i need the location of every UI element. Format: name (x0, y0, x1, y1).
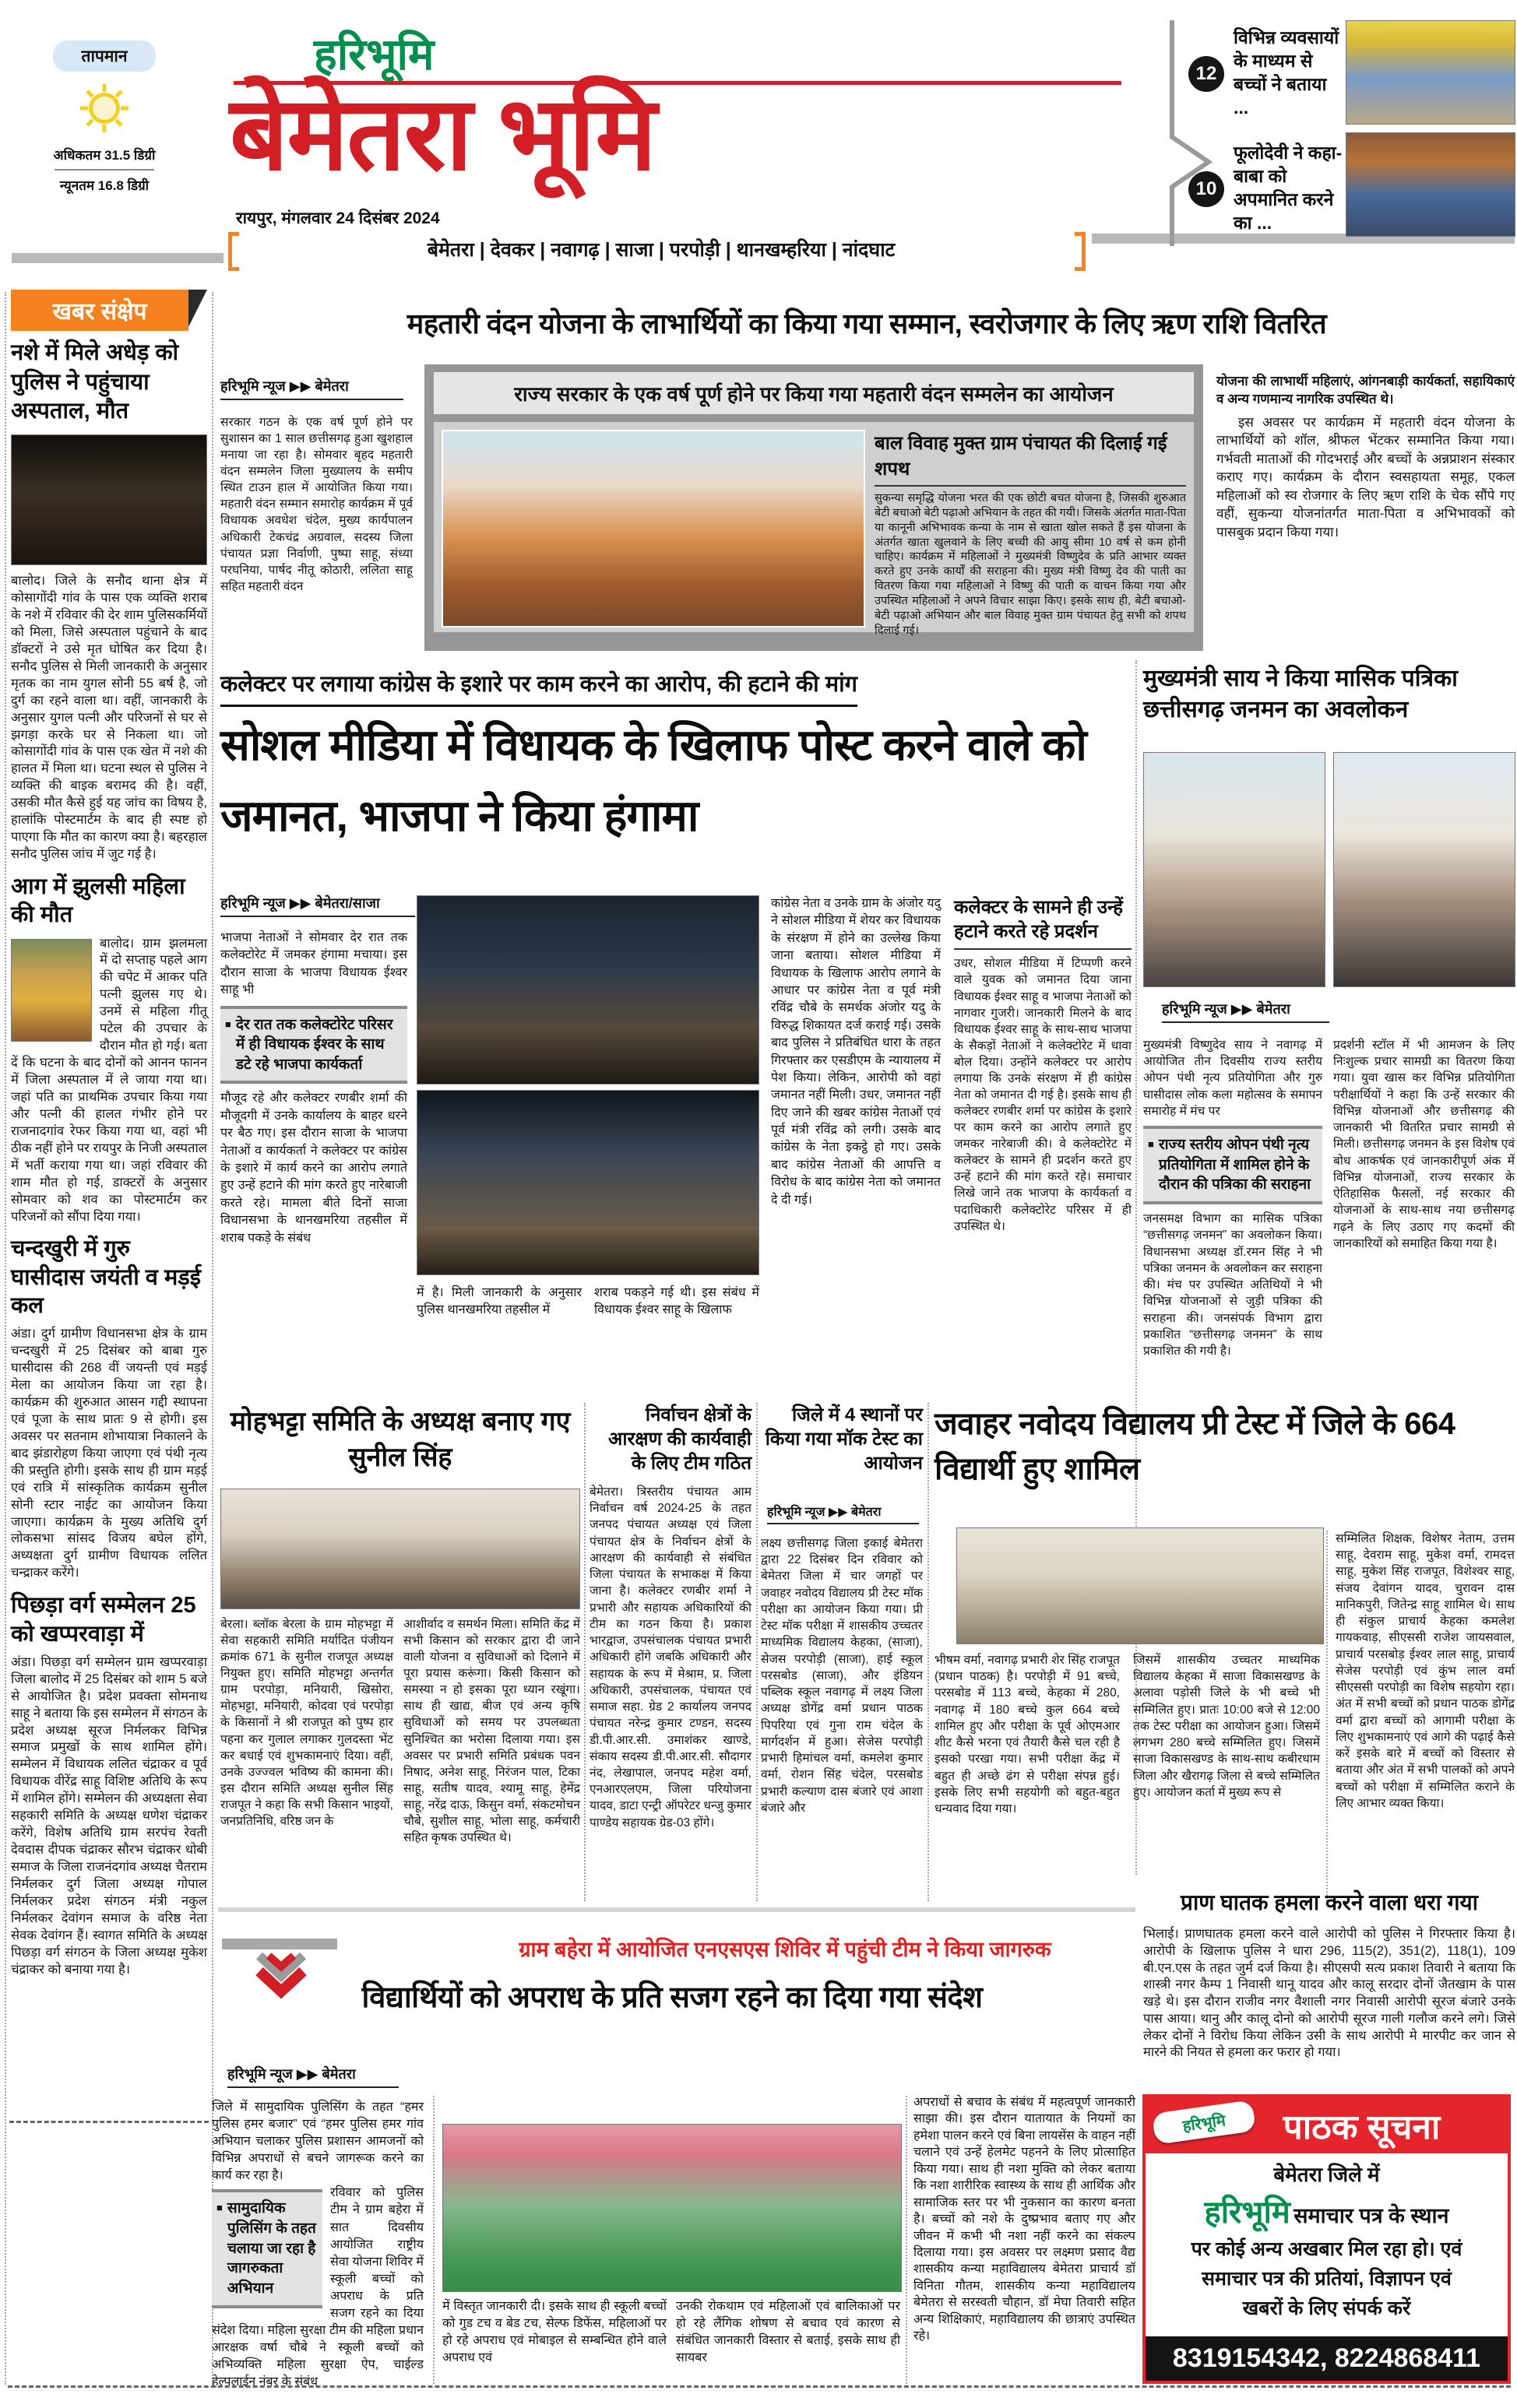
pathak-brand: हरिभूमि (1204, 2195, 1290, 2230)
sidebar-story2-headline: आग में झुलसी महिला की मौत (11, 874, 185, 928)
social-headline: सोशल मीडिया में विधायक के खिलाफ पोस्ट करने वाले को जमानत, भाजपा ने किया हंगामा (220, 720, 1086, 840)
sidebar-story4-body: अंडा। पिछड़ा वर्ग सम्मेलन ग्राम खप्परवाड़ा जिला बालोद में 25 दिसंबर को शाम 5 बजे से आयोजित है। प्रदेश प्रवक्ता सोमनाथ साहू ने बताया कि इस सम्मेलन में संगठन के प्रदेश अध्यक्ष सूरज निर्मलकर विभिन्न समाज प्रमुखों के साथ शामिल होंगे। सम्मेलन में विधायक ललित चंद्राकर व पूर्व विधायक वीरेंद्र साहू विशिष्ट अतिथि के रूप में शामिल होंगे। सम्मेलन की अध्यक्षता सेवा सहकारी समिति के अध्यक्ष धणेश चंद्राकर करेंगे, विशेष अतिथि ग्राम सरपंच रेवती देवदास दीपक चंद्राकर सौरभ चंद्राकर धोबी समाज के जिला राजनंदगांव अध्यक्ष चैतराम निर्मलकर दुर्ग जिला अध्यक्ष गोपाल निर्मलकर प्रदेश संगठन मंत्री नकुल निर्मलकर देवांगन समाज के वरिष्ठ नेता सेवक देवांगन हैं। स्वागत समिति के अध्यक्ष पिछड़ा वर्ग संगठन के जिला अध्यक्ष मुकेश चंद्राकर को बनाया गया है। (11, 1654, 207, 1977)
social-caption-right: शराब पकड़ने गई थी। इस संबंध में विधायक ईश्वर साहू के खिलाफ (594, 1286, 759, 1317)
rule-sd-1 (433, 2096, 435, 2384)
sandesh-col3: अपराधों से बचाव के संबंध में महत्वपूर्ण जानकारी साझा की। इस दौरान यातायात के नियमों का हमेशा पालन करने एवं बिना लायसेंस के वाहन नहीं चलाने एवं उन्हें हेलमेट पहनने के लिए प्रोत्साहित किया गया। साथ ही नशा मुक्ति को लेकर बताया कि नशा शारीरिक स्वास्थ्य के साथ ही आर्थिक और सामाजिक स्तर पर भी नुकसान का कारण बनता है। बच्चों को नशे के दुष्प्रभाव बताए गए और जीवन में कभी भी नशा नहीं करने का संकल्प दिलाया गया। इस अवसर पर लक्ष्मण प्रसाद वैद्य शासकीय कन्या महाविद्यालय बेमेतरा प्राचार्य डॉ विनिता गौतम, शासकीय कन्या महाविद्यालय बेमेतरा से सरस्वती चौहान, डॉ मेघा तिवारी सहित अन्य शिक्षिकाएं, महाविद्यालय की छात्राएं उपस्थित रहे। (913, 2096, 1135, 2343)
teaser2-text: फूलोदेवी ने कहा- बाबा को अपमानित करने का ... (1234, 142, 1343, 233)
sandesh-pullquote (212, 2189, 322, 2308)
navodaya-headline: जवाहर नवोदय विद्यालय प्री टेस्ट में जिले के 664 विद्यार्थी हुए शामिल (934, 1407, 1455, 1486)
lead-right-p1: योजना की लाभार्थी महिलाएं, आंगनबाड़ी कार्यकर्ता, सहायिकाएं व अन्य गणमान्य नागरिक उपस्थित थे। (1216, 374, 1515, 407)
navodaya-photo (956, 1527, 1324, 1644)
pran-headline: प्राण घातक हमला करने वाला धरा गया (1181, 1890, 1478, 1914)
cm-col2: प्रदर्शनी स्टॉल में भी आमजन के लिए निःशुल्क प्रचार सामग्री का वितरण किया गया। युवा खास कर विभिन्न प्रतियोगिता परीक्षार्थियों ने कहा कि उन्हें सरकार की विभिन्न योजनाओं और छत्तीसगढ़ की जानकारी भी वितरित प्रचार सामग्री से मिली। छत्तीसगढ़ जनमन के इस विशेष एवं बोध आकर्षक एवं जानकारीपूर्ण अंक में विभिन्न योजनाओं, राज्य सरकार के ऐतिहासिक फैसलों, नई सरकार की योजनाओं के साथ-साथ नया छत्तीसगढ़ गढ़ने के लिए उठाए गए कदमों की जानकारियों को समाहित किया गया है। (1333, 1039, 1515, 1250)
cm-pullquote-text: राज्य स्तरीय ओपन पंथी नृत्य प्रतियोगिता में शामिल होने के दौरान की पत्रिका की सराहना (1158, 1137, 1311, 1193)
sidebar-header-fold-icon (188, 290, 207, 327)
rule-nv-mk (756, 1403, 758, 1901)
sandesh-byline: हरिभूमि न्यूज ▶▶ बेमेतरा (227, 2065, 399, 2088)
teaser-connector-icon (1168, 20, 1216, 246)
sidebar-story3-body: अंडा। दुर्ग ग्रामीण विधानसभा क्षेत्र के ग्राम चन्दखुरी में 25 दिसंबर को बाबा गुरु घासीदास की 268 वीं जयन्ती एवं मड़ई मेला का आयोजन किया जा रहा है। कार्यक्रम की शुरुआत आसन गद्दी स्थापना एवं पूजा के साथ प्रातः 9 से होगी। इस अवसर पर सतनाम शोभायात्रा निकालने के बाद झंडारोहण किया जाएगा एवं पंथी नृत्य की प्रस्तुति होगी। इसके साथ ही ग्राम मड़ई एवं रात्रि में सांस्कृतिक कार्यक्रम सुनील सोनी स्टार नाईट का आयोजन किया जाएगा। कार्यक्रम के मुख्य अतिथि दुर्ग लोकसभा सांसद विजय बघेल होंगे, अध्यक्षता दुर्ग ग्रामीण विधायक ललित चन्द्राकर करेंगे। (11, 1327, 207, 1580)
lead-col-left: सरकार गठन के एक वर्ष पूर्ण होने पर सुशासन का 1 साल छत्तीसगढ़ हुआ खुशहाल मनाया जा रहा है। सोमवार बृहद महतारी वंदन सम्मलेन जिला मुख्यालय के समीप स्थित टाउन हाल में आयोजित किया गया। महतारी वंदन सम्मान समारोह कार्यक्रम में पूर्व विधायक अवधेश चंदेल, मुख्य कार्यपालन अधिकारी टेकचंद्र अग्रवाल, सदस्य जिला पंचायत प्रज्ञा निर्वाणी, पुष्पा साहू, संध्या परघनिया, पार्षद नीतू कोठारी, ललिता साहू सहित महतारी वंदन (220, 416, 413, 593)
cm-col1a: मुख्यमंत्री विष्णुदेव साय ने नवागढ़ में आयोजित तीन दिवसीय राज्य स्तरीय ओपन पंथी नृत्य प्रतियोगिता और गुरु घासीदास लोक कला महोत्सव के समापन समारोह में मंच पर (1143, 1039, 1322, 1118)
pathak-body (1146, 2153, 1508, 2321)
masthead-nav: बेमेतरा | देवकर | नवागढ़ | साजा | परपोड़ी | थानखम्हरिया | नांदघाट (427, 239, 896, 261)
cm-col1 (1143, 1037, 1322, 1397)
social-photo-2 (417, 1090, 759, 1275)
mock-headline: जिले में 4 स्थानों पर किया गया मॉक टेस्ट का आयोजन (765, 1404, 923, 1475)
pathak-line5: खबरों के लिए संपर्क करें (1242, 2297, 1411, 2319)
masthead-dateline: रायपुर, मंगलवार 24 दिसंबर 2024 (236, 209, 440, 227)
sandesh-capA: में विस्तृत जानकारी दी। इसके साथ ही स्कूली बच्चों को गुड टच व बेड टच, सेल्फ डिफेंस, महिलाओं पर हो रहे अपराध एवं मोबाइल से सम्बन्धित होने वाले अपराध एवं (442, 2300, 667, 2365)
masthead (230, 9, 1125, 231)
page-bottom-dash (8, 2385, 1511, 2388)
rule-nd-right (1326, 1531, 1328, 1901)
sidebar-story2 (11, 936, 207, 1226)
weather-divider (55, 169, 154, 170)
sidebar-story2-body: बालोद। ग्राम झलमला में दो सप्ताह पहले आग की चपेट में आकर पति पत्नी झुलस गए थे। उनमें से महिला गीतू पटेल की उपचार के दौरान मौत हो गई। बता दें कि घटना के बाद दोनों को आनन फानन में जिला अस्पताल में ले जाया गया था। जहां पति का प्राथमिक उपचार किया गया और पत्नी की हालत गंभीर होने पर राजनादगांव रेफर किया गया था, वहां भी ठीक नहीं होने पर रायपुर के निजी अस्पताल में भर्ती कराया गया था। जहां रविवार की शाम मौत हो गई, डाक्टरों के अनुसार सोमवार को शव का पोस्टमार्टम कर परिजनों को सौंपा दिया गया। (11, 936, 207, 1224)
nav-bracket-left-icon (228, 232, 239, 271)
lead-photo (442, 430, 865, 627)
teaser1-page-badge: 12 (1188, 56, 1224, 92)
square-bullet-icon: ■ (216, 2202, 223, 2214)
lead-col-right (1216, 372, 1515, 649)
sandesh-headline: विद्यार्थियों को अपराध के प्रति सजग रहने का दिया गया संदेश (361, 1981, 983, 2014)
lead-byline: हरिभूमि न्यूज ▶▶ बेमेतरा (220, 377, 403, 400)
nirvachan-headline: निर्वाचन क्षेत्रों के आरक्षण की कार्यवाही के लिए टीम गठित (608, 1404, 751, 1475)
navodaya-colU1: भीषम वर्मा, नवागढ़ प्रभारी शेर सिंह राजपूत (प्रधान पाठक) है। परपोड़ी में 91 बच्चे, परसबोड में 113 बच्चे, केहका में 280, नवागढ़ में 180 बच्चे कुल 664 बच्चे शामिल हुए और परीक्षा के पूर्व ओएमआर शीट कैसे भरना एवं तैयारी कैसे चल रही है इसको परखा गया। सभी परीक्षा केंद्र में बहुत ही अच्छे ढंग से परीक्षा संपन्न हुई। इसके लिए सभी सहयोगी को बहुत-बहुत धन्यवाद दिया गया। (934, 1654, 1120, 1816)
weather-max: अधिकतम 31.5 डिग्री (53, 148, 156, 163)
cm-byline: हरिभूमि न्यूज ▶▶ बेमेतरा (1162, 1000, 1329, 1023)
social-pullquote (220, 1006, 407, 1084)
pathak-brand-row (1156, 2189, 1497, 2232)
mohbhatta-colA: बेरला। ब्लॉक बेरला के ग्राम मोहभट्टा में सेवा सहकारी समिति मर्यादित पंजीयन क्रमांक 671 के सुनील राजपूत अध्यक्ष नियुक्त हुए। समिति मोहभट्टा अन्तर्गत ग्राम परपोड़ा, मनियारी, खिसोरा, मोहभट्टा, मनियारी, कोदवा एवं परपोड़ा के किसानों ने श्री राजपूत को पुष्प हार पहना कर गुलाल लगाकर गुलदस्ता भेंट कर बधाई एवं शुभकामनाएं दिया। वहीं, उनके उज्ज्वल भविष्य की कामना की। इस दौरान समिति अध्यक्ष सुनील सिंह राजपूत ने कहा कि सभी किसान भाइयों, जनप्रतिनिधि, वरिष्ठ जन के (220, 1618, 393, 1828)
lead-box-body (434, 422, 1194, 637)
sidebar-story3-headline: चन्दखुरी में गुरु घासीदास जयंती व मड़ई कल (11, 1236, 202, 1318)
square-bullet-icon: ■ (1148, 1138, 1154, 1151)
lead-right-p2: इस अवसर पर कार्यक्रम में महतारी वंदन योजना के लाभार्थियों को शॉल, श्रीफल भेंटकर सम्मानित किया गया। गर्भवती माताओं की गोदभराई और बच्चों के अन्नप्राशन संस्कार कराए गए। कार्यक्रम के दौरान स्वसहायता समूह, एकल महिलाओं को स्व रोजगार के लिए ऋण राशि के चेक सौंपे गए वहीं, सुकन्या योजनांतर्गत माता-पिता व अभिभावकों को पासबुक प्रदान किया गया। (1216, 414, 1515, 540)
pathak-line4: समाचार पत्र की प्रतियां, विज्ञापन एवं (1202, 2268, 1452, 2290)
cm-photo-1 (1143, 752, 1325, 987)
sandesh-col1a: जिले में सामुदायिक पुलिसिंग के तहत “हमर पुलिस हमर बजार” एवं “हमर पुलिस हमर गांव अभियान चलाकर पुलिस प्रशासन आमजनों को विभिन्न अपराधों से बचने जागरूक करने का कार्य कर रहा है। (212, 2100, 424, 2183)
social-col2: कांग्रेस नेता व उनके ग्राम के अंजोर यदु ने सोशल मीडिया में शेयर कर विधायक के संरक्षण में होने का उल्लेख किया जाना बताया। सोशल मीडिया में विधायक के खिलाफ आरोप लगाने के आधार पर कांग्रेस नेता व पूर्व मंत्री रविंद्र चौबे के समर्थक अंजोर यदु के विरुद्ध शिकायत दर्ज कराई गई। उसके बाद पुलिस ने प्रतिबंधित धारा के तहत गिरफ्तार कर एसडीएम के न्यायालय में पेश किया। लेकिन, आरोपी को वहां जमानत नहीं मिली। उधर, जमानत नहीं दिए जाने की खबर कांग्रेस नेताओं एवं पूर्व मंत्री रविंद्र को लगी। उसके बाद कांग्रेस के नेता इकट्ठे हो गए। उसके बाद कांग्रेस नेताओं की आपत्ति व विरोध के बाद कांग्रेस नेता को जमानत दे दी गई। (771, 897, 941, 1207)
social-col3-body: उधर, सोशल मीडिया में टिप्पणी करने वाले युवक को जमानत दिया जाना विधायक ईश्वर साहू व भाजपा नेताओं को नागवार गुजरी। जानकारी मिलने के बाद विधायक ईश्वर साहू के साथ-साथ भाजपा के सैकड़ों नेताओं ने कलेक्टोरेट में धावा बोल दिया। उन्होंने कलेक्टर पर आरोप लगाया कि उनके संरक्षण में ही कांग्रेस नेता को जमानत दी गई है। इसके साथ ही कलेक्टर रणबीर शर्मा पर कांग्रेस के इशारे पर काम करने का आरोप लगाते हुए जमकर नारेबाजी की। वे कलेक्टोरेट में कलेक्टर के सामने ही प्रदर्शन करते हुए उन्हें हटाने की मांग करते रहे। समाचार लिखे जाने तक भाजपा के कार्यकर्ता व पदाधिकारी कलेक्टोरेट परिसर में ही उपस्थित थे। (954, 957, 1132, 1233)
social-subhead: कलेक्टर के सामने ही उन्हें हटाने करते रहे प्रदर्शन (954, 895, 1132, 950)
sidebar (11, 290, 207, 2111)
newspaper-roll-icon: हरिभूमि (1152, 2100, 1256, 2145)
sidebar-story4-headline: पिछड़ा वर्ग सम्मेलन 25 को खप्परवाड़ा में (11, 1593, 196, 1647)
teaser-panel (1168, 16, 1517, 251)
social-pullquote-text: देर रात तक कलेक्टोरेट परिसर में ही विधायक ईश्वर के साथ डटे रहे भाजपा कार्यकर्ता (235, 1016, 393, 1073)
rule-mk-nd (927, 1403, 929, 1901)
teaser2-photo (1346, 132, 1515, 237)
social-col1b: मौजूद रहे और कलेक्टर रणबीर शर्मा की मौजूदगी में उनके कार्यालय के बाहर धरने पर बैठ गए। इस दौरान साजा के भाजपा नेताओं व कार्यकर्ता ने कलेक्टर पर कांग्रेस के इशारे में कार्य करने का आरोप लगाते हुए उन्हें हटाने की मांग करते हुए नारेबाजी करते रहे। मामला बीते दिनों साजा विधानसभा के थानखमरिया तहसील में शराब पकड़े के संबंध (220, 1092, 407, 1245)
social-byline: हरिभूमि न्यूज ▶▶ बेमेतरा/साजा (220, 894, 415, 917)
pathak-line1: बेमेतरा जिले में (1273, 2163, 1380, 2186)
page-left-rule (5, 292, 6, 2385)
mock-body: लक्ष्य छत्तीसगढ़ जिला इकाई बेमेतरा द्वारा 22 दिसंबर दिन रविवार को बेमेतरा जिला में चार जगहों पर जवाहर नवोदय विद्यालय प्री टेस्ट मॉक परीक्षा का आयोजन किया गया। प्री टेस्ट मॉक परीक्षा में शासकीय उच्चतर माध्यमिक विद्यालय केहका, (साजा), सेजस परपोड़ी (साजा), हाई स्कूल परसबोड (साजा), और इंडियन पब्लिक स्कूल नवागढ़ में लक्ष्य जिला अध्यक्ष डोगेंद्र वर्मा प्रधान पाठक पिपरिया एवं गुना राम चंदेल के मार्गदर्शन में हुआ। सेजेस परपोड़ी प्रभारी हिमांचल वर्मा, कमलेश कुमार वर्मा, रोशन सिंह चंदेल, परसबोड प्रभारी कल्याण दास बंजारे एवं आशा बंजारे और (761, 1537, 923, 1815)
social-col1 (220, 930, 407, 1395)
mohbhatta-colB: आशीर्वाद व समर्थन मिला। समिति केंद्र में सभी किसान को सरकार द्वारा दी जाने वाली योजना व सुविधाओं को दिलाने में पूरा प्रयास करूंगा। किसी किसान को समस्या न हो इसका पूरा ध्यान रखूंगा। साथ ही खाद्य, बीज एवं अन्य कृषि सुविधाओं को समय पर उपलब्धता सुनिश्चित का भरोसा दिलाया गया। इस अवसर पर प्रभारी समिति प्रबंधक पवन निषाद, अनेश साहू, निरंजन पाल, टिका साहू, सतीष यादव, श्यामू साहू, हेमेंद्र साहू, नरेंद्र दाऊ, किसुन वर्मा, संकटमोचन चौबे, सुशील साहू, भोला साहू, कर्मचारी सहित कृषक उपस्थित थे। (403, 1618, 580, 1845)
lead-sub-body: सुकन्या समृद्धि योजना भरत की एक छोटी बचत योजना है, जिसकी शुरुआत बेटी बचाओ बेटी पढ़ाओ अभियान के तहत की गयी। जिसके अंतर्गत माता-पिता या कानूनी अभिभावक कन्या के नाम से खाता खोल सकते हैं इस योजना के अंतर्गत खाता खुलवाने के लिए बच्ची की आयु सीमा 10 वर्ष से कम होनी चाहिए। कार्यक्रम में महिलाओं ने मुख्यमंत्री विष्णुदेव के प्रति आभार व्यक्त करते हुए उनके कार्यों की सराहना की। मुख्य मंत्री विष्णु देव की पाती का वितरण किया गया महिलाओं ने विष्णु की पाती क वाचन किया गया और उपस्थित महिलाओं ने अपने विचार साझा किए। इसके साथ ही, बेटी बचाओ-बेटी पढ़ाओ अभियान और बाल विवाह मुक्त ग्राम पंचायत हेतु सभी को शपथ दिलाई गई। (875, 492, 1186, 637)
lead-box-headline: राज्य सरकार के एक वर्ष पूर्ण होने पर किया गया महतारी वंदन सम्मलेन का आयोजन (434, 372, 1194, 414)
cm-photo-2 (1333, 752, 1515, 987)
sidebar-header (11, 290, 188, 331)
sandesh-pullquote-text: सामुदायिक पुलिसिंग के तहत चलाया जा रहा है जागरुकता अभियान (227, 2200, 316, 2297)
lead-sub-headline: बाल विवाह मुक्त ग्राम पंचायत की दिलाई गई शपथ (875, 430, 1186, 487)
masthead-title: बेमेतरा भूमि (230, 76, 656, 191)
social-photo-1 (417, 895, 759, 1084)
pathak-title: पाठक सूचना (1283, 2108, 1441, 2146)
sidebar-header-label: खबर संक्षेप (52, 299, 147, 325)
pathak-line3: पर कोई अन्य अखबार मिल रहा हो। एवं (1191, 2238, 1462, 2260)
teaser2-page-badge: 10 (1188, 171, 1224, 207)
lead-sub-article (875, 430, 1186, 637)
nav-bracket-right-icon (1075, 232, 1086, 271)
nirvachan-body: बेमेतरा। त्रिस्तरीय पंचायत आम निर्वाचन वर्ष 2024-25 के तहत जनपद पंचायत अध्यक्ष एवं जिला पंचायत क्षेत्र के निर्वाचन क्षेत्रों के आरक्षण की कार्यवाही से संबंधित जिला पंचायत के सभाकक्ष में किया जाना है। कलेक्टर रणबीर शर्मा ने प्रभारी और सहायक अधिकारियों की टीम का गठन किया है। प्रकाश भारद्वाज, उपसंचालक पंचायत प्रभारी अधिकारी होंगे जबकि अधिकारी और सहायक के रूप में मेश्राम, प्र. जिला अधिकारी, उपसंचालक, पंचायत एवं समाज सहा. ग्रेड 2 कार्यालय जनपद पंचायत नरेन्द्र कुमार टण्डन, सदस्य डी.पी.आर.सी. उमाशंकर खाण्डे, संकाय सदस्य डी.पी.आर.सी. सौदागर नंद, लेखापाल, जनपद महेश वर्मा, एनआरएलएम, जिला परियोजना यादव, डाटा एन्ट्री ऑपरेटर धन्जु कुमार पाण्डेय सहायक ग्रेड-03 होंगे। (590, 1485, 751, 1830)
pathak-ad (1142, 2094, 1511, 2384)
pathak-line2: समाचार पत्र के स्थान (1293, 2204, 1449, 2227)
weather-title: तापमान (53, 40, 156, 72)
social-col1a: भाजपा नेताओं ने सोमवार देर रात तक कलेक्टोरेट में जमकर हंगामा मचाया। इस दौरान साजा के भाजपा विधायक ईश्वर साहू भी (220, 931, 407, 997)
sandesh-col1 (212, 2099, 424, 2389)
mohbhatta-photo (220, 1489, 580, 1609)
cm-col1b: जनसमक्ष विभाग का मासिक पत्रिका “छत्तीसगढ़ जनमन” का अवलोकन किया। विधानसभा अध्यक्ष डॉ.रमन सिंह ने भी पत्रिका जनमन के अवलोकन कर सराहना की। मंच पर उपस्थित अतिथियों ने भी विभिन्न योजनाओं से जुड़ी पत्रिका की सराहना की। जनसंपर्क विभाग द्वारा प्रकाशित “छत्तीसगढ़ जनमन” के साथ प्रकाशित की गयी है। (1143, 1212, 1322, 1358)
sandesh-photo (442, 2124, 902, 2292)
sidebar-story1-photo (11, 434, 207, 565)
sun-icon (53, 83, 156, 138)
sidebar-bottom-dash (9, 2121, 209, 2123)
pathak-phones: 8319154342, 8224868411 (1146, 2336, 1508, 2381)
square-bullet-icon: ■ (225, 1018, 231, 1030)
masthead-brand: हरिभूमि (314, 30, 435, 79)
lead-box (424, 364, 1203, 651)
cm-pullquote (1143, 1126, 1322, 1204)
rule-mh-nv (584, 1403, 586, 1901)
teaser1-text: विभिन्न व्यवसायों के माध्यम से बच्चों ने बताया ... (1234, 27, 1339, 118)
social-caption-left: में है। मिली जानकारी के अनुसार पुलिस थानखमरिया तहसील में (417, 1286, 582, 1317)
navodaya-col-right: सम्मिलित शिक्षक, विशेषर नेताम, उत्तम साहू, देवराम साहू, मुकेश वर्मा, रामदत्त साहू, मुकेश सिंह राजपूत, विशेश्वर साहू, संजय देवांगन यादव, चुरावन दास मानिकपुरी, जितेन्द्र साहू शामिल थे। साथ ही संकुल प्राचार्य केहका कमलेश गायकवाड़, सीएससी राजेश जायसवाल, प्राचार्य परसबोड़ ईश्वर लाल साहू, प्राचार्य सेजेस परपोड़ी एवं कुंभ लाल वर्मा सीएससी परपोड़ी का विशेष सहयोग रहा। अंत में सभी बच्चों को प्रधान पाठक डोगेंद्र वर्मा द्वारा बच्चों को आगामी परीक्षा के लिए शुभकामनाएं एवं आगे की पढ़ाई कैसे करें इसके बारे में बच्चों को विस्तार से बताया और अंत में सभी पालकों को अपने बच्चों को परीक्षा में सम्मिलित कराने के लिए आभार व्यक्त किया। (1336, 1532, 1515, 1810)
teaser1-photo (1346, 20, 1515, 125)
sidebar-story1-body: बालोद। जिले के सनौद थाना क्षेत्र में कोसागोंदी गांव के पास एक व्यक्ति शराब के नशे में रविवार की देर शाम पुलिसकर्मियों को मिला, जिसे अस्पताल पहुंचाने के बाद डॉक्टरों ने उसे मृत घोषित कर दिया है। सनौद पुलिस से मिली जानकारी के अनुसार मृतक का नाम युगल सोनी 55 बर्ष है, जो दुर्ग का रहने वाला था। वहीं, जानकारी के अनुसार युगल पत्नी और परिजनों से घर से झगड़ा करके घर से निकला था। जो कोसागोंदी गांव के पास एक खेत में नशे की हालत में मिला था। घटना स्थल से पुलिस ने व्यक्ति की बाइक बरामद की है। वहीं, उसकी मौत कैसे हुई यह जांच का विषय है, हालांकि पोस्टमार्टम के बाद ही स्पष्ट हो पाएगा कि मौत का कारण क्या है। बहरहाल सनौद पुलिस जांच में जुट गई है। (11, 574, 207, 862)
nav-grayline-left (12, 253, 224, 263)
bottom-band-rule (218, 1907, 1135, 1912)
sidebar-main-rule (212, 292, 213, 2385)
navodaya-colU2: जिसमें शासकीय उच्चतर माध्यमिक विद्यालय केहका में साजा विकासखण्ड के अलावा पड़ोसी जिले के भी बच्चे भी सम्मिलित हुए। प्रातः 10:00 बजे से 12:00 तक टेस्ट परीक्षा का आयोजन हुआ। जिसमें लगभग 280 बच्चे सम्मिलित हुए। जिसमें साजा विकासखण्ड के साथ-साथ कबीरधाम जिला और खैरागढ़ जिला से बच्चे सम्मिलित हुए। आयोजन कर्ता में मुख्य रूप से (1133, 1654, 1320, 1799)
pathak-header (1146, 2097, 1508, 2153)
weather-box (53, 40, 156, 194)
social-col3 (954, 895, 1132, 1394)
pran-body: भिलाई। प्राणघातक हमला करने वाले आरोपी को पुलिस ने गिरफ्तार किया है। आरोपी के खिलाफ पुलिस ने धारा 296, 115(2), 351(2), 118(1), 109 बी.एन.एस के तहत जुर्म दर्ज किया है। सीएसपी सत्य प्रकाश तिवारी ने बताया कि शास्त्री नगर कैम्प 1 निवासी थानू यादव और कालू सरदार दोनों जैतखाम के पास खड़े थे। इस दौरान राजीव नगर वैशाली नगर निवासी आरोपी सूरज बंजारे उनके पास आया। थानु और कालू दोनो को आरोपी सूरज गाली गलौज करने लगे। जिसे लेकर दोनों ने विरोध किया लेकिन उसी के साथ आरोपी मे मारपीट कर जान से मारने की नियत से हमला कर फरार हो गया। (1143, 1927, 1515, 2060)
sandesh-col1b: रविवार को पुलिस टीम ने ग्राम बहेरा में सात दिवसीय आयोजित राष्ट्रीय सेवा योजना शिविर में स्कूली बच्चों को अपराध के प्रति सजग रहने का दिया संदेश दिया। महिला सुरक्षा टीम की महिला प्रधान आरक्षक वर्षा चौबे ने स्कूली बच्चों को अभिव्यक्ति महिला सुरक्षा ऐप, चाईल्ड हेल्पलाईन नंबर के संबंध (212, 2186, 424, 2389)
sidebar-story1-headline: नशे में मिले अधेड़ को पुलिस ने पहुंचाया अस्पताल, मौत (11, 340, 179, 424)
weather-min: न्यूनतम 16.8 डिग्री (59, 178, 150, 193)
rule-sd-2 (906, 2096, 907, 2384)
sidebar-story2-photo (11, 939, 92, 1042)
social-kicker: कलेक्टर पर लगाया कांग्रेस के इशारे पर काम करने का आरोप, की हटाने की मांग (220, 668, 857, 707)
mohbhatta-headline: मोहभट्टा समिति के अध्यक्ष बनाए गए सुनील सिंह (230, 1407, 571, 1472)
mock-byline: हरिभूमि न्यूज ▶▶ बेमेतरा (767, 1503, 919, 1524)
lead-headline: महतारी वंदन योजना के लाभार्थियों का किया गया सम्मान, स्वरोजगार के लिए ऋण राशि वितरित (407, 308, 1327, 339)
cm-headline: मुख्यमंत्री साय ने किया मासिक पत्रिका छत्तीसगढ़ जनमन का अवलोकन (1143, 666, 1458, 722)
sandesh-kicker: ग्राम बहेरा में आयोजित एनएसएस शिविर में पहुंची टीम ने किया जागरुक (519, 1938, 1051, 1961)
sandesh-capB: उनकी रोकथाम एवं महिलाओं एवं बालिकाओं पर हो रहे लैंगिक शोषण से बचाव एवं कारण से संबंधित जानकारी विस्तार से बताई, इसके साथ ही सायबर (676, 2300, 900, 2365)
